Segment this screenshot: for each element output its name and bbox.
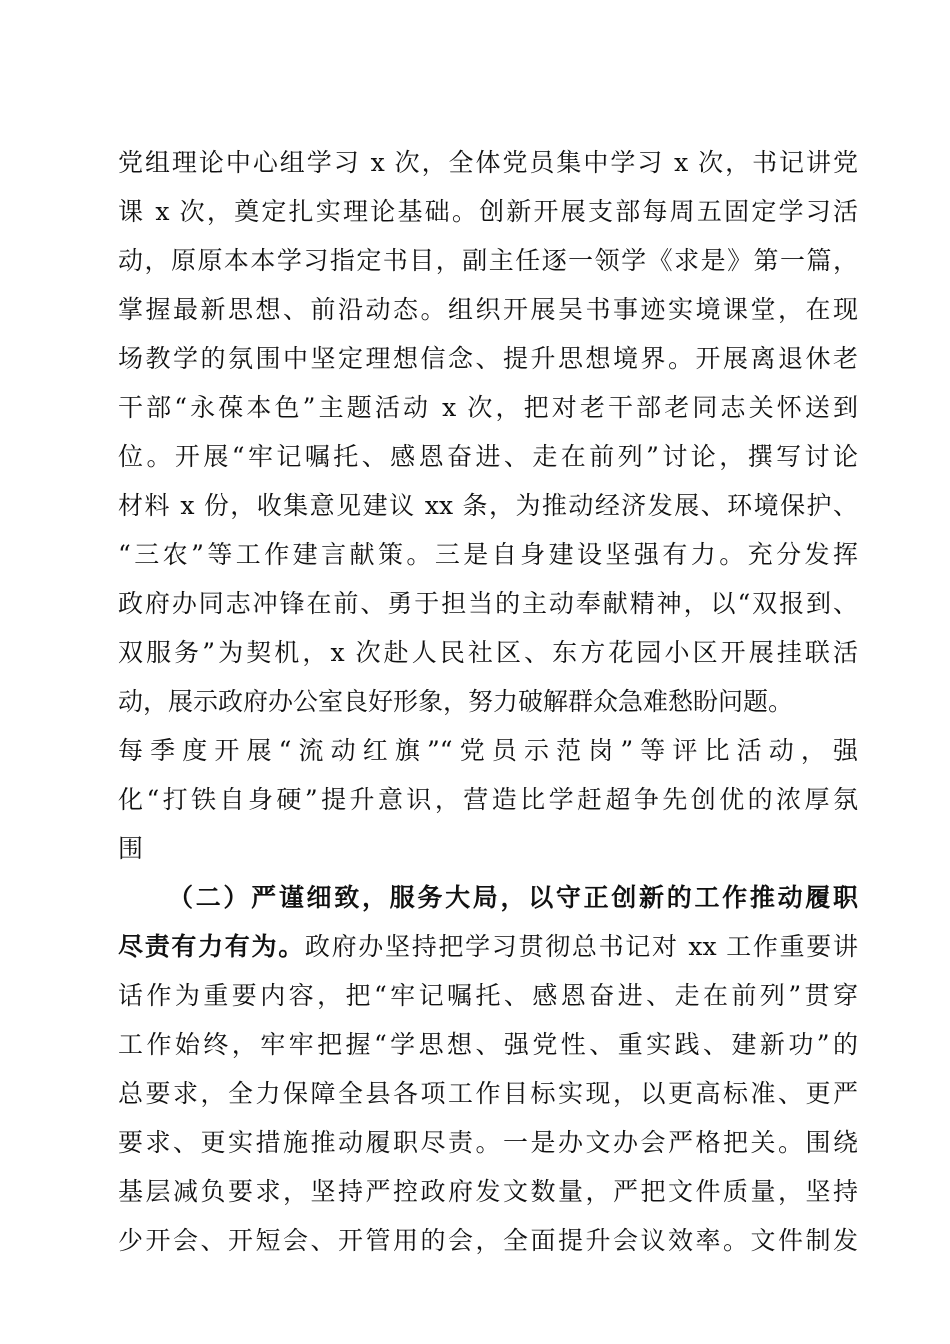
text-span: 政府办坚持把学习贯彻总书记对 xx 工作重要讲 [304,932,858,961]
text-line: 要求、更实措施推动履职尽责。一是办文办会严格把关。围绕 [118,1128,858,1157]
text-line: 政府办同志冲锋在前、勇于担当的主动奉献精神，以“双报到、 [118,589,858,618]
text-line: 动，展示政府办公室良好形象，努力破解群众急难愁盼问题。 [118,687,794,716]
text-line: 课 x 次，奠定扎实理论基础。创新开展支部每周五固定学习活 [118,197,858,226]
text-line: 少开会、开短会、开管用的会，全面提升会议效率。文件制发 [118,1226,858,1255]
text-line: “三农”等工作建言献策。三是自身建设坚强有力。充分发挥 [118,540,858,569]
text-line: 场教学的氛围中坚定理想信念、提升思想境界。开展离退休老 [118,344,858,373]
text-line: 干部“永葆本色”主题活动 x 次，把对老干部老同志关怀送到 [118,393,858,422]
text-line: 掌握最新思想、前沿动态。组织开展吴书事迹实境课堂，在现 [118,295,858,324]
text-line: 材料 x 份，收集意见建议 xx 条，为推动经济发展、环境保护、 [118,491,858,520]
text-line: 党组理论中心组学习 x 次，全体党员集中学习 x 次，书记讲党 [118,148,858,177]
text-line: 每季度开展“流动红旗”“党员示范岗”等评比活动，强 [118,736,858,765]
text-line: 化“打铁自身硬”提升意识，营造比学赶超争先创优的浓厚氛 [118,785,858,814]
text-line: 话作为重要内容，把“牢记嘱托、感恩奋进、走在前列”贯穿 [118,981,858,1010]
text-line: 总要求，全力保障全县各项工作目标实现，以更高标准、更严 [118,1079,858,1108]
text-line: 基层减负要求，坚持严控政府发文数量，严把文件质量，坚持 [118,1177,858,1206]
section-heading-continued: 尽责有力有为。 [118,932,305,961]
text-line: 围 [118,834,144,863]
text-line [118,927,858,967]
text-line: 工作始终，牢牢把握“学思想、强党性、重实践、建新功”的 [118,1030,858,1059]
text-line: 双服务”为契机，x 次赴人民社区、东方花园小区开展挂联活 [118,638,858,667]
text-line: 动，原原本本学习指定书目，副主任逐一领学《求是》第一篇， [118,246,858,275]
section-heading: （二）严谨细致，服务大局，以守正创新的工作推动履职 [168,883,858,912]
text-line: 位。开展“牢记嘱托、感恩奋进、走在前列”讨论，撰写讨论 [118,442,858,471]
